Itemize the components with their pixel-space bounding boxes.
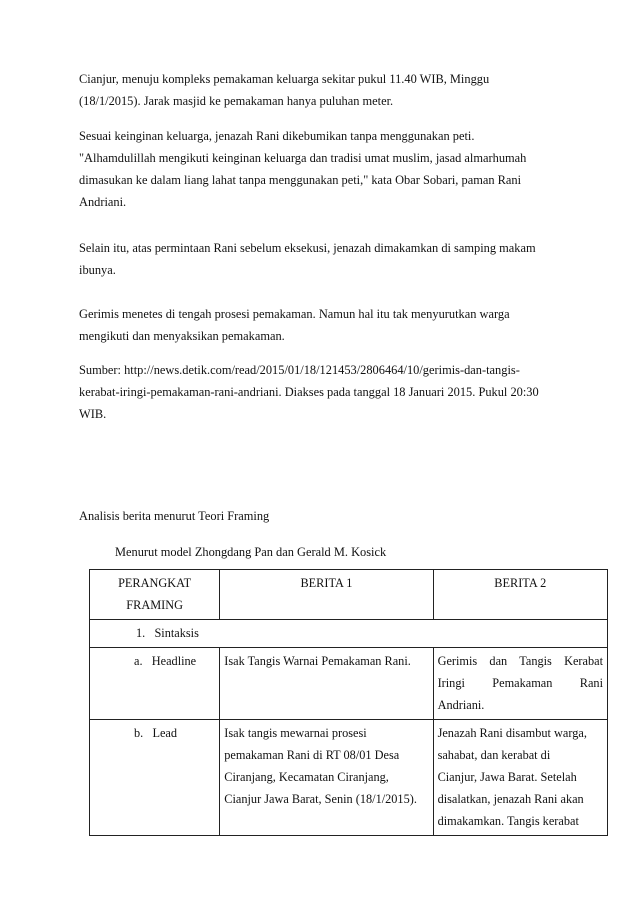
header-text: PERANGKAT [118,576,192,590]
paragraph-cemetery [79,68,569,112]
row-label-lead: b. Lead [90,720,220,836]
text-line: mengikuti dan menyaksikan pemakaman. [79,329,285,343]
paragraph-source [79,359,569,425]
table-row [90,648,608,720]
headline-berita-2 [433,648,607,720]
cell-text: Cianjur Jawa Barat, Senin (18/1/2015). [224,792,417,806]
cell-text: Cianjur, Jawa Barat. Setelah [437,770,577,784]
source-line: kerabat-iringi-pemakaman-rani-andriani. Diakses pada tanggal 18 Januari 2015. Pukul 20:30 [79,385,539,399]
header-perangkat-framing [90,570,220,620]
table-row [90,720,608,836]
text-line: Cianjur, menuju kompleks pemakaman keluarga sekitar pukul 11.40 WIB, Minggu [79,72,490,86]
source-line: WIB. [79,407,107,421]
headline-berita-1 [220,648,433,720]
section-sintaksis: 1. Sintaksis [90,620,608,648]
cell-text: Andriani. [437,698,485,712]
cell-text: Gerimis dan Tangis Kerabat [437,654,603,668]
text-line: (18/1/2015). Jarak masjid ke pemakaman hanya puluhan meter. [79,94,394,108]
text-line: dimasukan ke dalam liang lahat tanpa menggunakan peti," kata Obar Sobari, paman Rani [79,173,522,187]
analysis-heading-text: Analisis berita menurut Teori Framing [79,509,270,523]
cell-text: Isak tangis mewarnai prosesi [224,726,367,740]
cell-text: Jenazah Rani disambut warga, [437,726,587,740]
lead-berita-1 [220,720,433,836]
header-berita-1: BERITA 1 [220,570,433,620]
cell-text: Iringi Pemakaman Rani [437,676,603,690]
paragraph-drizzle [79,303,569,347]
table-header-row [90,570,608,620]
cell-text: pemakaman Rani di RT 08/01 Desa [224,748,400,762]
header-berita-2: BERITA 2 [433,570,607,620]
paragraph-request [79,237,569,281]
lead-berita-2 [433,720,607,836]
source-line: Sumber: http://news.detik.com/read/2015/01/18/121453/2806464/10/gerimis-dan-tangis- [79,363,520,377]
row-label-headline: a. Headline [90,648,220,720]
text-line: "Alhamdulillah mengikuti keinginan keluarga dan tradisi umat muslim, jasad almarhumah [79,151,527,165]
model-subheading: Menurut model Zhongdang Pan dan Gerald M. Kosick [115,545,387,559]
cell-text: disalatkan, jenazah Rani akan [437,792,584,806]
framing-analysis-table [89,569,608,836]
text-line: Gerimis menetes di tengah prosesi pemakaman. Namun hal itu tak menyurutkan warga [79,307,510,321]
analysis-heading [79,505,569,527]
cell-text: Isak Tangis Warnai Pemakaman Rani. [224,654,411,668]
text-line: Sesuai keinginan keluarga, jenazah Rani dikebumikan tanpa menggunakan peti. [79,129,475,143]
paragraph-burial [79,125,569,213]
table-section-row [90,620,608,648]
cell-text: Ciranjang, Kecamatan Ciranjang, [224,770,389,784]
cell-text: sahabat, dan kerabat di [437,748,551,762]
text-line: Andriani. [79,195,127,209]
text-line: Selain itu, atas permintaan Rani sebelum eksekusi, jenazah dimakamkan di samping makam [79,241,536,255]
cell-text: dimakamkan. Tangis kerabat [437,814,579,828]
header-text: FRAMING [126,598,183,612]
text-line: ibunya. [79,263,116,277]
